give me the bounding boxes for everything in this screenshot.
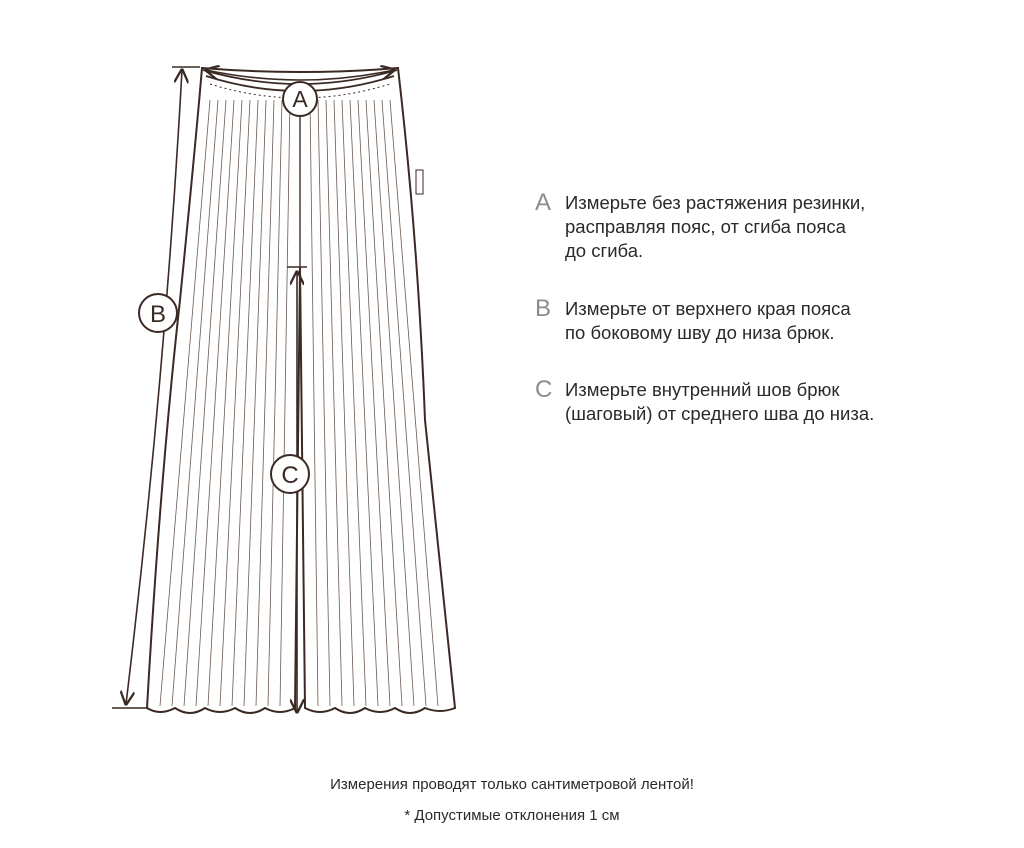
pleats-right [310,100,438,706]
measure-c-label: C [281,462,299,489]
legend-letter-c: C [535,376,553,403]
pants-outline [147,68,455,713]
legend-b-line-2: по боковому шву до низа брюк. [565,322,835,343]
legend-letter-a: A [535,189,552,216]
footer-note: Измерения проводят только сантиметровой лентой! [330,776,694,793]
legend-text-b [565,297,851,345]
legend-a-line-2: расправляя пояс, от сгиба пояса [565,216,846,237]
legend-letter-b: B [535,295,552,322]
pleats-left [160,100,290,706]
measure-b-label: B [149,301,167,328]
measure-a-label: A [292,86,308,112]
legend-item-b [535,297,851,345]
legend-a-line-1: Измерьте без растяжения резинки, [565,192,866,213]
legend-c-line-1: Измерьте внутренний шов брюк [565,379,840,400]
legend-text-a [565,191,865,263]
size-tag [416,170,423,194]
legend-c-line-2: (шаговый) от среднего шва до низа. [565,403,875,424]
legend-text-c [565,378,874,426]
legend-a-line-3: до сгиба. [565,240,644,261]
legend-b-line-1: Измерьте от верхнего края пояса [565,298,851,319]
legend-item-a [535,191,865,263]
footer-tolerance: * Допустимые отклонения 1 см [404,807,620,824]
legend-item-c [535,378,874,426]
